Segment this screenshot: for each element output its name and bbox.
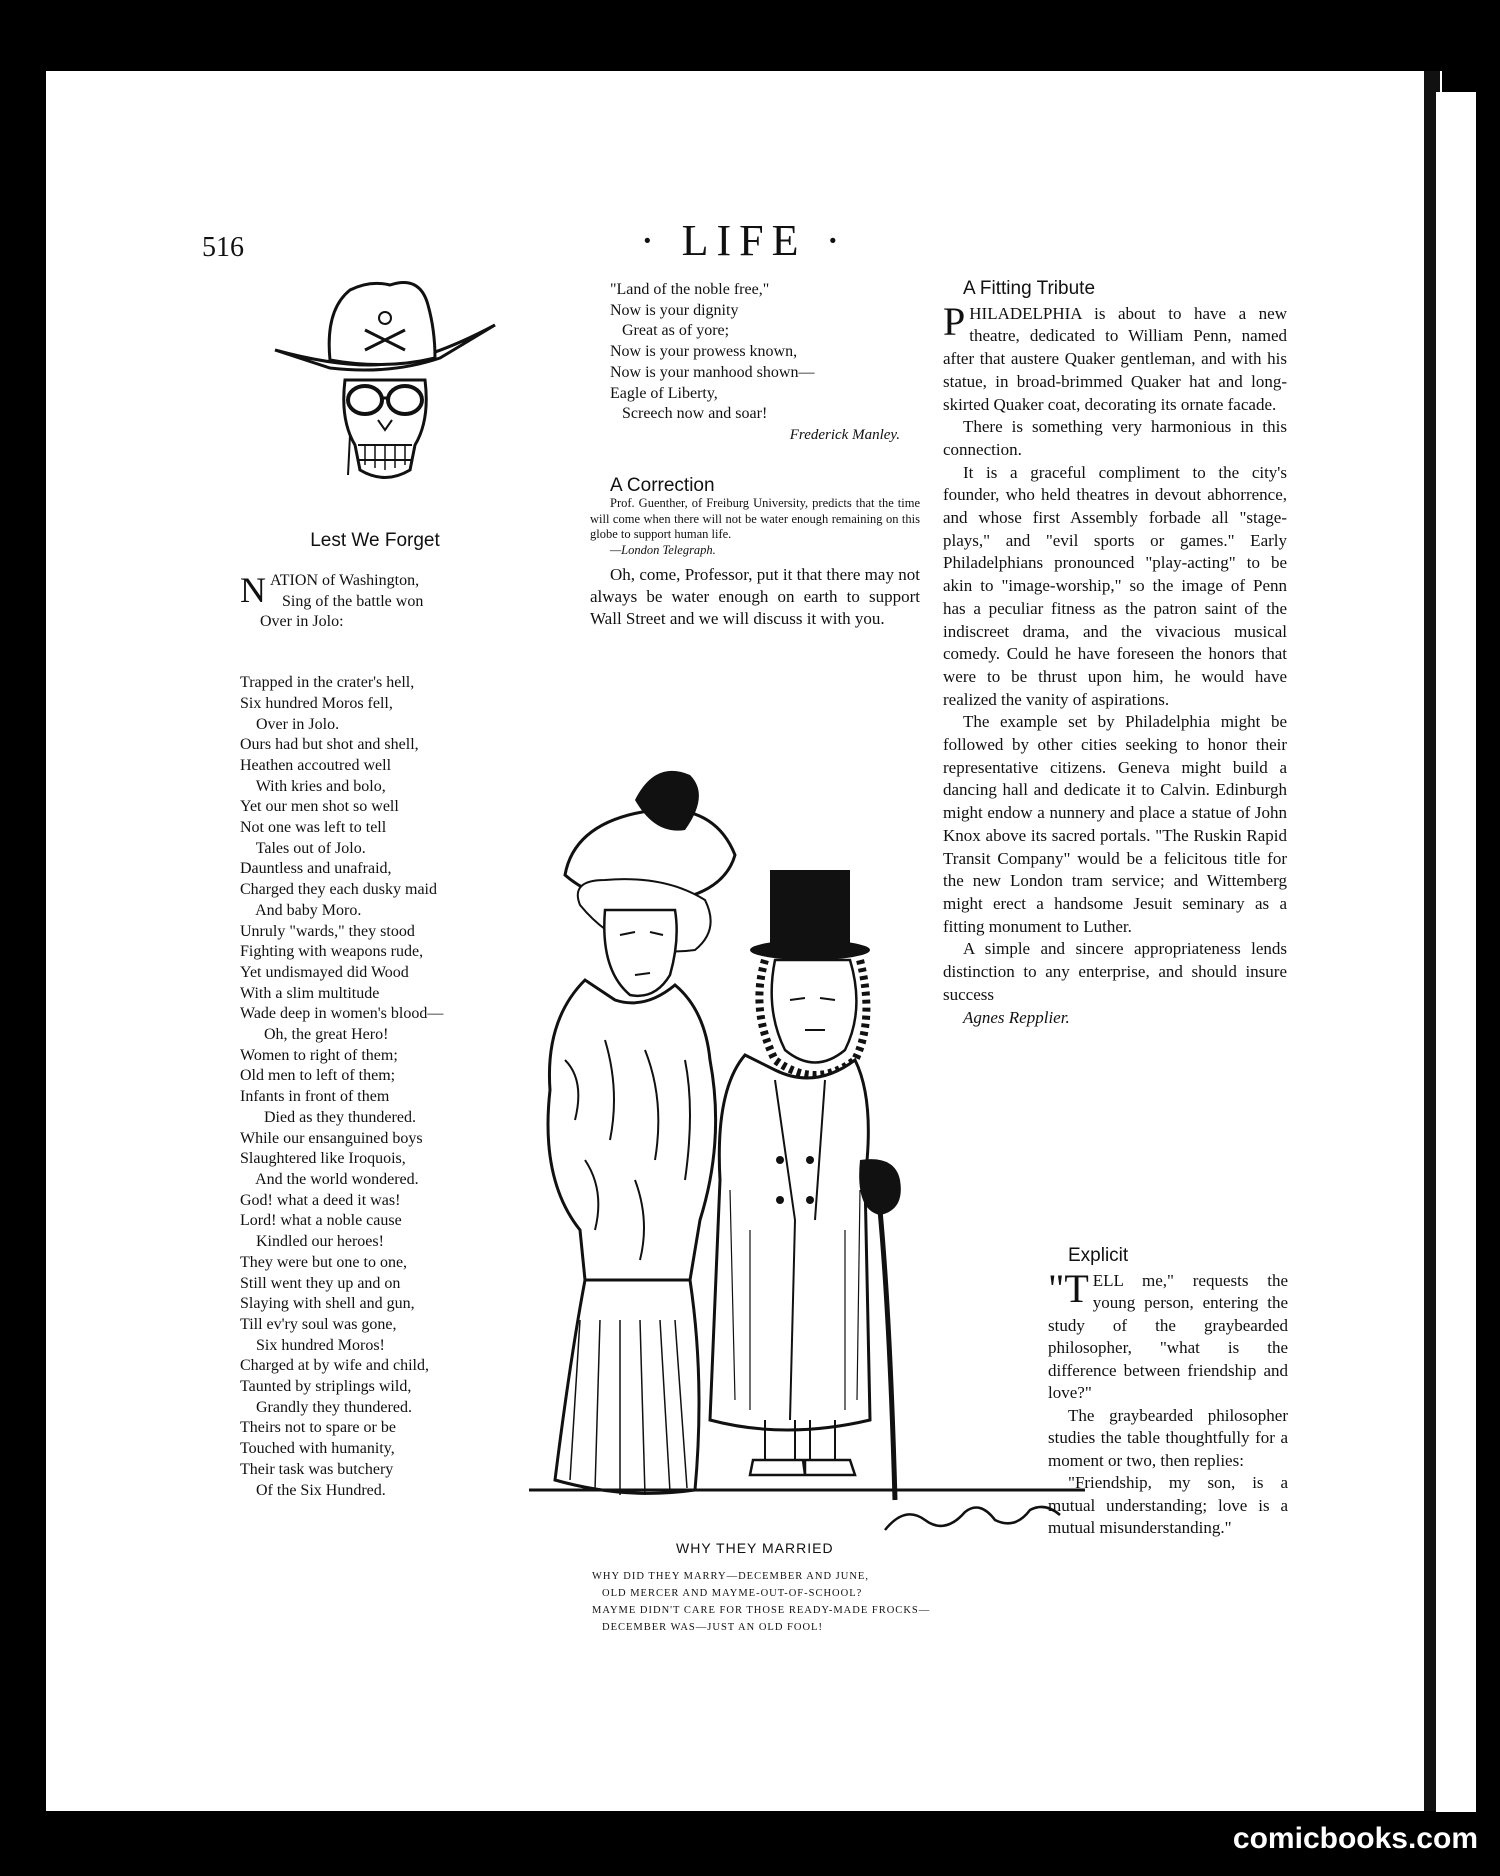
tribute-paragraph: The example set by Philadelphia might be followed by other cities seeking to honor their representative citizens. Geneva might build a dancing hall and dedicate it to Calvin. Edinburgh might endow a nunnery and place a statue of John Knox above its sacred portals. "The Ruskin Rapid Transit Company" would be a felicitous title for the new London tram service; and Wittemberg might erect a handsome Jesuit seminary as a fitting monument to Luther. bbox=[943, 712, 1287, 936]
noble-free-lines: "Land of the noble free," Now is your dignity Great as of yore; Now is your prowess known, Now is your manhood shown— Eagle of Liberty, Screech now and soar! bbox=[610, 281, 815, 423]
caption-line: MAYME DIDN'T CARE FOR THOSE READY-MADE FROCKS— bbox=[592, 1605, 931, 1616]
verse-stanza: Dauntless and unafraid, Charged they each dusky maid And baby Moro. Unruly "wards," they stood Fighting with weapons rude, Yet undismayed did Wood With a slim multitude Wade deep in women's blood— Oh, the great Hero! bbox=[240, 860, 444, 1044]
caption-line: OLD MERCER AND MAYME-OUT-OF-SCHOOL? bbox=[602, 1588, 863, 1599]
correction-quote: Prof. Guenther, of Freiburg University, predicts that the time will come when there will not be water enough remaining on this globe to support human life. bbox=[590, 496, 920, 541]
explicit-paragraph: "TELL me," requests the young person, entering the study of the graybearded philosopher, "what is the difference between friendship and love?" bbox=[1048, 1265, 1288, 1402]
explicit-article bbox=[1048, 1245, 1288, 1540]
explicit-paragraph: "Friendship, my son, is a mutual understanding; love is a mutual misunderstanding." bbox=[1048, 1473, 1288, 1537]
cartoon-caption bbox=[592, 1568, 930, 1636]
verse-stanza: Charged at by wife and child, Taunted by striplings wild, Grandly they thundered. Theirs not to spare or be Touched with humanity, Their task was butchery Of the Six Hundred. bbox=[240, 1357, 429, 1499]
verse-stanza: ATION of Washington, Sing of the battle won Over in Jolo: bbox=[260, 572, 424, 631]
lest-we-forget-heading: Lest We Forget bbox=[310, 530, 440, 551]
correction-source: —London Telegraph. bbox=[610, 542, 716, 557]
tribute-paragraph: It is a graceful compliment to the city's founder, who held theatres in devout abhorrence, and whose first Assembly forbade all "stage-plays," and "evil sports or games." Early Philadelphians pronounced "play-acting" to be akin to "image-worship," so the image of Penn has a peculiar fitness as the patron saint of the indiscreet drama, and the vivacious musical comedy. Could he have foreseen the honors that were to be thrust upon him, he would have realized the vanity of aspirations. bbox=[943, 462, 1287, 709]
verse-stanza: Women to right of them; Old men to left of them; Infants in front of them Died as they thundered. While our ensanguined boys Slaughtered like Iroquois, And the world wondered. bbox=[240, 1046, 423, 1188]
cartoon-title: WHY THEY MARRIED bbox=[676, 1540, 834, 1556]
correction-article bbox=[590, 475, 920, 630]
dropcap-t: "T bbox=[1048, 1265, 1089, 1311]
dropcap-n: N bbox=[240, 570, 266, 610]
verse-stanza: God! what a deed it was! Lord! what a noble cause Kindled our heroes! They were but one to one, Still went they up and on Slaying with shell and gun, Till ev'ry soul was gone, Six hundred Moros! bbox=[240, 1191, 415, 1354]
tribute-paragraph: There is something very harmonious in this connection. bbox=[943, 417, 1287, 459]
first-stanza bbox=[240, 571, 510, 633]
page-number: 516 bbox=[202, 232, 244, 263]
caption-line: WHY DID THEY MARRY—DECEMBER AND JUNE, bbox=[592, 1571, 869, 1582]
skull-hat-illustration bbox=[270, 270, 500, 500]
fitting-tribute-article bbox=[943, 278, 1287, 1029]
tribute-paragraph: A simple and sincere appropriateness lends distinction to any enterprise, and should insure success bbox=[943, 939, 1287, 1004]
tribute-author: Agnes Repplier. bbox=[963, 1007, 1070, 1027]
fitting-tribute-heading: A Fitting Tribute bbox=[963, 278, 1096, 299]
verse-stanza: Trapped in the crater's hell, Six hundred Moros fell, Over in Jolo. Ours had but shot and shell, Heathen accoutred well With kries and bolo, Yet our men shot so well Not one was left to tell Tales out of Jolo. bbox=[240, 674, 419, 857]
lest-we-forget-column bbox=[240, 530, 510, 1501]
explicit-paragraph: The graybearded philosopher studies the table thoughtfully for a moment or two, then replies: bbox=[1048, 1405, 1288, 1470]
dropcap-p: P bbox=[943, 298, 966, 344]
correction-heading: A Correction bbox=[610, 475, 715, 496]
correction-body: Oh, come, Professor, put it that there may not always be water enough on earth to support Wall Street and we will discuss it with you. bbox=[590, 565, 920, 628]
next-page-edge bbox=[1436, 92, 1476, 1812]
caption-line: DECEMBER WAS—JUST AN OLD FOOL! bbox=[602, 1622, 823, 1633]
noble-free-author: Frederick Manley. bbox=[789, 426, 900, 443]
noble-free-verse bbox=[610, 280, 900, 446]
tribute-paragraph: PHILADELPHIA is about to have a new theatre, dedicated to William Penn, named after that austere Quaker gentleman, and with his statue, in broad-brimmed Quaker hat and long-skirted Quaker coat, decorating its ornate facade. bbox=[943, 298, 1287, 414]
masthead: · LIFE · bbox=[640, 216, 849, 265]
site-watermark: comicbooks.com bbox=[1232, 1822, 1478, 1855]
explicit-heading: Explicit bbox=[1068, 1245, 1129, 1266]
